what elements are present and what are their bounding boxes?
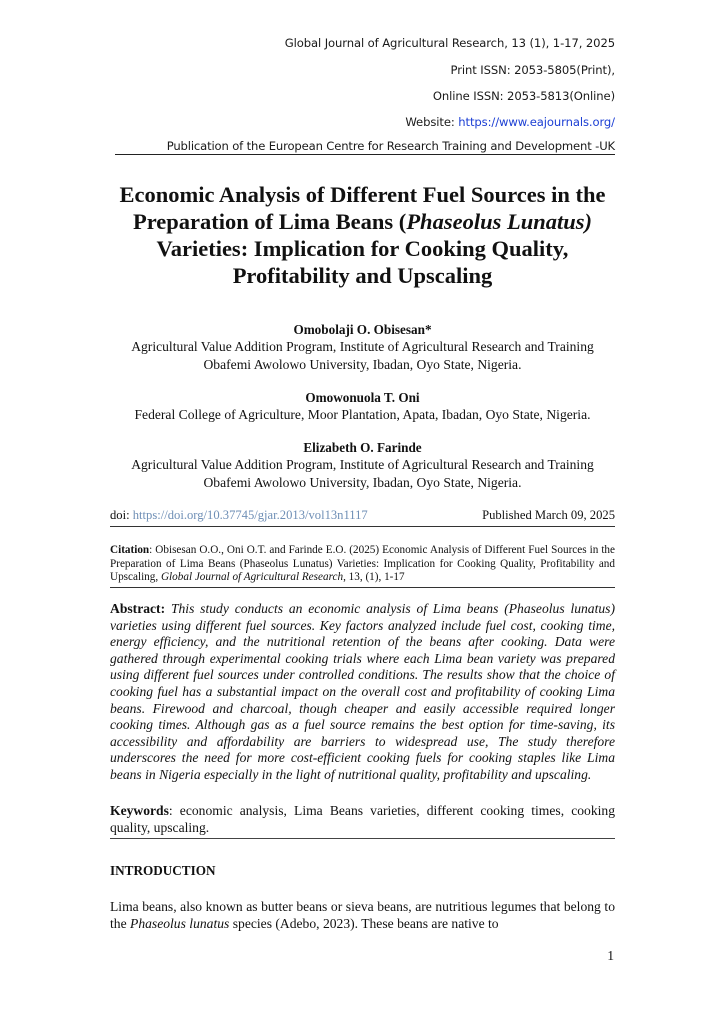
abstract-text: This study conducts an economic analysis of Lima beans (Phaseolus lunatus) varieties using different fuel sources. Key factors analyzed include fuel cost, cooking time, energy efficiency, and the nutritional retention of the beans after cooking. Data were gathered through experimental cooking trials where each Lima bean variety was prepared using different fuel sources under controlled conditions. The results show that the choice of cooking fuel has a substantial impact on the overall cost and profitability of cooking Lima beans. Firewood and charcoal, though cheaper and easily accessible required longer cooking times. Although gas as a fuel source remains the best option for time-saving, its accessibility and affordability are barriers to widespread use, The study therefore underscores the need for more cost-efficient cooking fuels for cooking staples like Lima beans in Nigeria especially in the light of nutritional quality, profitability and upscaling.	[110, 601, 615, 782]
page-number: 1	[607, 948, 614, 963]
keywords-label: Keywords	[110, 803, 169, 818]
introduction-paragraph	[110, 898, 615, 932]
doi-row	[110, 508, 615, 527]
affiliation-line: Obafemi Awolowo University, Ibadan, Oyo State, Nigeria.	[203, 474, 522, 490]
doi-link[interactable]: https://doi.org/10.37745/gjar.2013/vol13n1117	[132, 508, 368, 522]
affiliation-line: Federal College of Agriculture, Moor Plantation, Apata, Ibadan, Oyo State, Nigeria.	[134, 407, 591, 422]
author-affiliation	[100, 456, 625, 491]
published-date: Published March 09, 2025	[482, 508, 615, 522]
author-affiliation	[100, 406, 625, 424]
author-name: Omowonuola T. Oni	[305, 390, 420, 405]
publisher-line: Publication of the European Centre for Research Training and Development -UK	[115, 139, 615, 155]
citation-text: : Obisesan O.O., Oni O.T. and Farinde E.O. (2025) Economic Analysis of Different Fuel Sources in the Preparation of Lima Beans (Phaseolus Lunatus) Varieties: Implication for Cooking Quality, Profitability and Upscaling,	[110, 544, 615, 584]
doi	[110, 508, 368, 523]
title-part-2: Varieties: Implication for Cooking Quality, Profitability and Upscaling	[156, 236, 569, 288]
paper-title	[110, 181, 615, 289]
intro-species-italic: Phaseolus lunatus	[130, 916, 230, 931]
abstract	[110, 601, 615, 784]
affiliation-line: Obafemi Awolowo University, Ibadan, Oyo State, Nigeria.	[203, 356, 522, 372]
intro-text-b: species (Adebo, 2023). These beans are native to	[229, 916, 499, 931]
abstract-label: Abstract:	[110, 601, 166, 616]
keywords-text: : economic analysis, Lima Beans varieties, different cooking times, cooking quality, upscaling.	[110, 803, 615, 835]
citation-tail: , 13, (1), 1-17	[343, 571, 405, 584]
online-issn: Online ISSN: 2053-5813(Online)	[432, 89, 615, 103]
title-italic-species: Phaseolus Lunatus)	[406, 209, 592, 234]
citation-label: Citation	[110, 544, 150, 556]
print-issn: Print ISSN: 2053-5805(Print),	[450, 63, 615, 77]
doi-label: doi:	[110, 508, 133, 522]
author-name: Elizabeth O. Farinde	[303, 440, 422, 455]
keywords	[110, 803, 615, 839]
affiliation-line: Agricultural Value Addition Program, Institute of Agricultural Research and Training	[131, 457, 594, 472]
website-link[interactable]: https://www.eajournals.org/	[458, 115, 615, 129]
title-part-1: Economic Analysis of Different Fuel Sources in the Preparation of Lima Beans (	[119, 182, 606, 234]
citation	[110, 544, 615, 588]
author-name: Omobolaji O. Obisesan*	[293, 322, 432, 337]
affiliation-line: Agricultural Value Addition Program, Institute of Agricultural Research and Training	[131, 339, 594, 354]
author-affiliation	[100, 338, 625, 373]
section-heading-introduction: INTRODUCTION	[110, 863, 216, 878]
website-label: Website:	[405, 115, 459, 129]
journal-header-line: Global Journal of Agricultural Research, 13 (1), 1-17, 2025	[284, 36, 615, 50]
website-line	[405, 115, 615, 129]
intro-text-a: Lima beans, also known as butter beans or sieva beans, are nutritious legumes that belong to the	[110, 899, 615, 931]
citation-journal: Global Journal of Agricultural Research	[160, 571, 344, 584]
